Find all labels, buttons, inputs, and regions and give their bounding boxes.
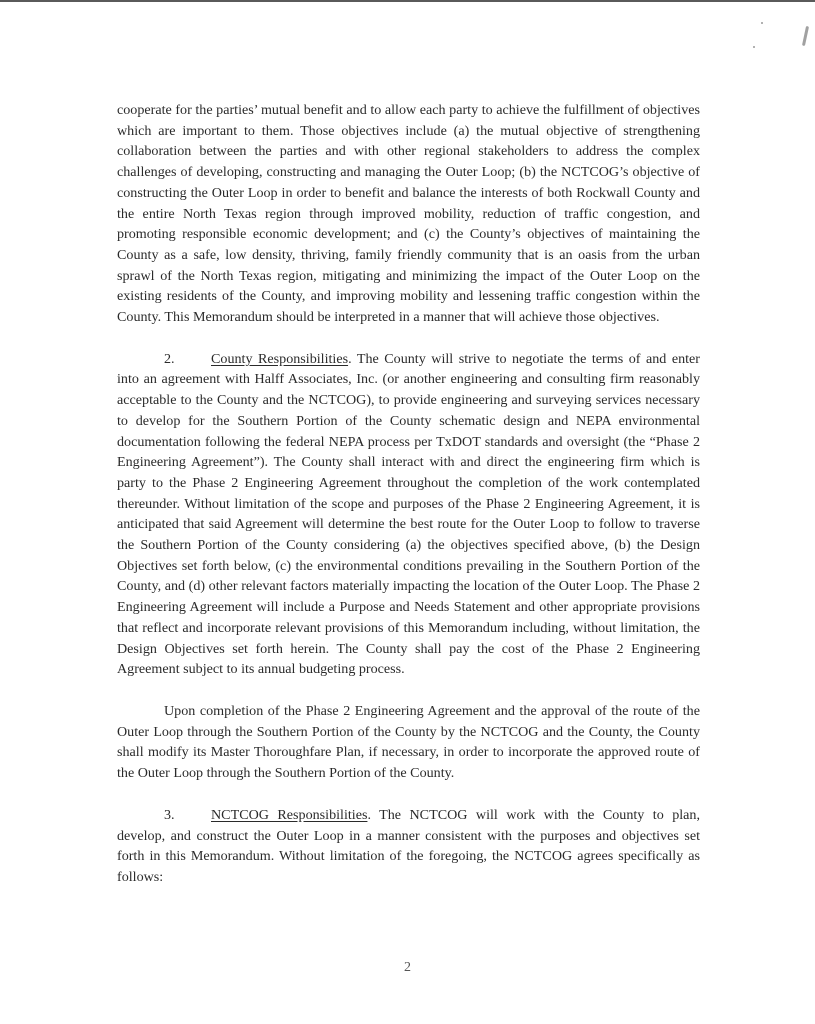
- section-nctcog-responsibilities: [117, 805, 700, 888]
- page-number: 2: [404, 960, 411, 975]
- paragraph-objectives: [117, 100, 700, 328]
- scan-artifact-speck: [753, 46, 755, 48]
- paragraph-text: . The NCTCOG will work with the County to plan, develop, and construct the Outer Loop in a manner consistent with the purposes and objectives set forth in this Memorandum. Without limitation of the foregoing, the NCTCOG agrees specifically as follows:: [117, 806, 700, 885]
- section-heading: County Responsibilities: [211, 350, 349, 367]
- scan-artifact-speck: [761, 22, 763, 24]
- scan-top-edge: [0, 0, 815, 2]
- section-heading: NCTCOG Responsibilities: [211, 806, 368, 823]
- paragraph-text: Upon completion of the Phase 2 Engineering Agreement and the approval of the route of the Outer Loop through the Southern Portion of the County by the NCTCOG and the County, the County shall modify its Master Thoroughfare Plan, if necessary, in order to incorporate the approved route of the Outer Loop through the Southern Portion of the County.: [117, 702, 700, 782]
- paragraph-master-thoroughfare-plan: [117, 701, 700, 784]
- document-page: [117, 100, 700, 888]
- section-number: 2.: [164, 350, 175, 367]
- paragraph-text: . The County will strive to negotiate the terms of and enter into an agreement with Halff Associates, Inc. (or another engineering and consulting firm reasonably acceptable to the County and the NCTCOG), to provide engineering and surveying services necessary to develop for the Southern Portion of the County schematic design and NEPA environmental documentation following the federal NEPA process per TxDOT standards and oversight (the “Phase 2 Engineering Agreement”). The County shall interact with and direct the engineering firm which is party to the Phase 2 Engineering Agreement throughout the completion of the work contemplated thereunder. Without limitation of the scope and purposes of the Phase 2 Engineering Agreement, it is anticipated that said Agreement will determine the best route for the Outer Loop to follow to traverse the Southern Portion of the County considering (a) the objectives specified above, (b) the Design Objectives set forth below, (c) the environmental conditions prevailing in the Southern Portion of the County, and (d) other relevant factors materially impacting the location of the Outer Loop. The Phase 2 Engineering Agreement will include a Purpose and Needs Statement and other appropriate provisions that reflect and incorporate relevant provisions of this Memorandum including, without limitation, the Design Objectives set forth herein. The County shall pay the cost of the Phase 2 Engineering Agreement subject to its annual budgeting process.: [117, 350, 700, 678]
- paragraph-text: cooperate for the parties’ mutual benefit and to allow each party to achieve the fulfillment of objectives which are important to them. Those objectives include (a) the mutual objective of strengthening collaboration between the parties and with other regional stakeholders to address the complex challenges of developing, constructing and managing the Outer Loop; (b) the NCTCOG’s objective of constructing the Outer Loop in order to benefit and balance the interests of both Rockwall County and the entire North Texas region through improved mobility, reduction of traffic congestion, and promoting responsible economic development; and (c) the County’s objectives of maintaining the County as a safe, low density, thriving, family friendly community that is an oasis from the urban sprawl of the North Texas region, mitigating and minimizing the impact of the Outer Loop on the existing residents of the County, and improving mobility and lessening traffic congestion within the County. This Memorandum should be interpreted in a manner that will achieve those objectives.: [117, 102, 700, 326]
- section-county-responsibilities: [117, 349, 700, 680]
- section-number: 3.: [164, 806, 175, 823]
- scan-artifact-mark: [802, 26, 809, 46]
